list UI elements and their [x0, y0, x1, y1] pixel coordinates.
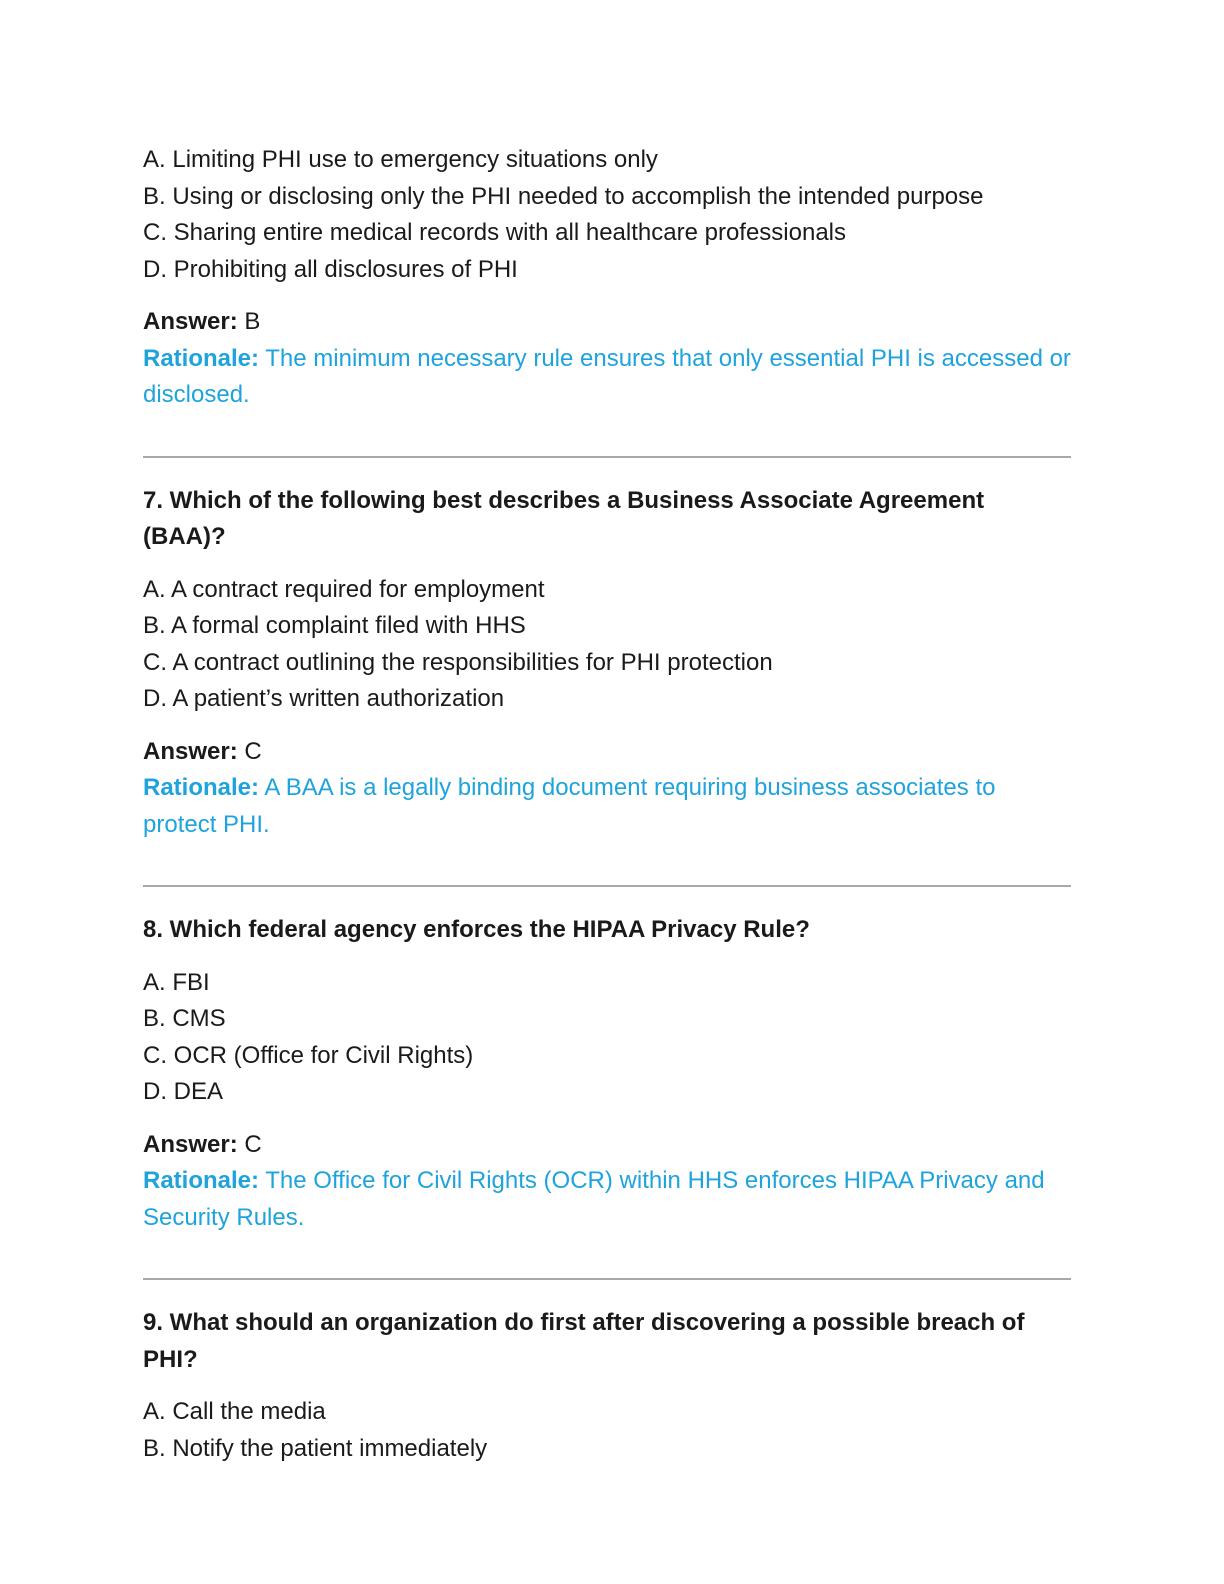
rationale-line	[143, 1163, 1073, 1236]
option-a: A. A contract required for employment	[143, 575, 545, 603]
answer-label: Answer:	[143, 1130, 238, 1158]
option-c: C. A contract outlining the responsibilities for PHI protection	[143, 648, 773, 676]
option-d: D. A patient’s written authorization	[143, 685, 505, 712]
rationale-line	[143, 341, 1073, 414]
divider	[143, 1278, 1071, 1280]
question-text: 8. Which federal agency enforces the HIPAA Privacy Rule?	[143, 916, 810, 943]
rationale-text: The Office for Civil Rights (OCR) within HHS enforces HIPAA Privacy and Security Rules.	[143, 1167, 1045, 1231]
answer-line	[143, 304, 1073, 341]
option-c: C. OCR (Office for Civil Rights)	[143, 1041, 474, 1069]
question-text: 9. What should an organization do first after discovering a possible breach of PHI?	[143, 1309, 1025, 1373]
option-a: A. Call the media	[143, 1398, 326, 1425]
option-b: B. Notify the patient immediately	[143, 1434, 488, 1462]
option-a: A. FBI	[143, 968, 210, 996]
divider	[143, 456, 1071, 458]
option-c: C. Sharing entire medical records with all healthcare professionals	[143, 219, 847, 246]
option-b: B. CMS	[143, 1005, 226, 1032]
answer-label: Answer:	[143, 308, 238, 335]
question-7-block	[143, 483, 1073, 844]
rationale-text: A BAA is a legally binding document requiring business associates to protect PHI.	[143, 774, 996, 838]
question-text: 7. Which of the following best describes a Business Associate Agreement (BAA)?	[143, 486, 985, 550]
option-b: B. A formal complaint filed with HHS	[143, 612, 526, 639]
question-9-block	[143, 1305, 1073, 1467]
option-d: D. Prohibiting all disclosures of PHI	[143, 255, 518, 283]
document-page	[143, 142, 1073, 1467]
rationale-label: Rationale:	[143, 774, 260, 801]
option-b: B. Using or disclosing only the PHI needed to accomplish the intended purpose	[143, 182, 984, 210]
divider	[143, 885, 1071, 887]
answer-line	[143, 734, 1073, 771]
answer-line	[143, 1127, 1073, 1164]
option-d: D. DEA	[143, 1078, 224, 1105]
answer-value: C	[244, 1130, 262, 1158]
rationale-line	[143, 770, 1073, 843]
rationale-label: Rationale:	[143, 344, 260, 372]
rationale-text: The minimum necessary rule ensures that only essential PHI is accessed or disclosed.	[143, 344, 1071, 408]
rationale-label: Rationale:	[143, 1167, 260, 1194]
question-6-block	[143, 142, 1073, 414]
answer-value: B	[244, 308, 261, 335]
answer-value: C	[244, 737, 262, 765]
question-8-block	[143, 912, 1073, 1236]
option-a: A. Limiting PHI use to emergency situations only	[143, 146, 658, 173]
answer-label: Answer:	[143, 737, 238, 765]
